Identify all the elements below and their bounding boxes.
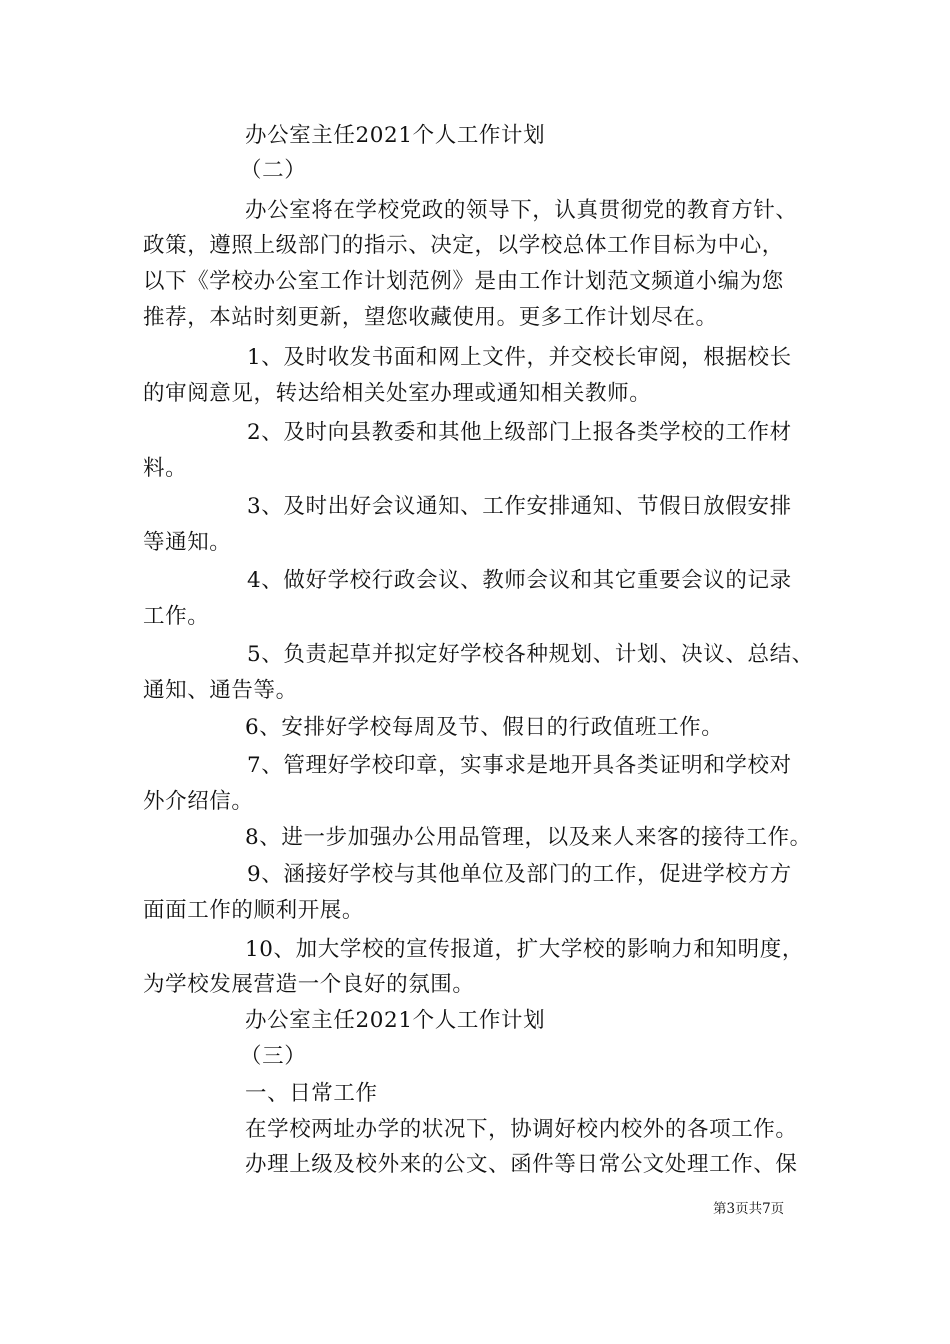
section-number: （二） [240, 158, 307, 183]
list-item-line: 8、进一步加强办公用品管理，以及来人来客的接待工作。 [245, 825, 812, 850]
list-item-line: 的审阅意见，转达给相关处室办理或通知相关教师。 [143, 381, 652, 406]
list-item-line: 工作。 [143, 604, 210, 629]
list-item-line: 料。 [143, 456, 188, 481]
list-item-line: 通知、通告等。 [143, 678, 298, 703]
list-item-line: 面面工作的顺利开展。 [143, 898, 365, 923]
list-item-line: 等通知。 [143, 530, 232, 555]
list-item-line: 5、负责起草并拟定好学校各种规划、计划、决议、总结、 [247, 642, 814, 667]
list-item-line: 3、及时出好会议通知、工作安排通知、节假日放假安排 [247, 494, 792, 519]
list-item-line: 4、做好学校行政会议、教师会议和其它重要会议的记录 [247, 568, 792, 593]
title-line: 办公室主任2021个人工作计划 [245, 1008, 546, 1033]
list-item-line: 2、及时向县教委和其他上级部门上报各类学校的工作材 [247, 420, 792, 445]
title-line: 办公室主任2021个人工作计划 [245, 123, 546, 148]
list-item-line: 7、管理好学校印章，实事求是地开具各类证明和学校对 [247, 753, 792, 778]
paragraph-line: 在学校两址办学的状况下，协调好校内校外的各项工作。 [245, 1117, 798, 1142]
list-item-line: 9、涵接好学校与其他单位及部门的工作，促进学校方方 [247, 862, 792, 887]
paragraph-line: 以下《学校办公室工作计划范例》是由工作计划范文频道小编为您 [143, 269, 784, 294]
list-item-line: 为学校发展营造一个良好的氛围。 [143, 972, 475, 997]
section-number: （三） [240, 1044, 307, 1069]
paragraph-line: 办公室将在学校党政的领导下，认真贯彻党的教育方针、 [245, 198, 798, 223]
paragraph-line: 办理上级及校外来的公文、函件等日常公文处理工作、保 [245, 1152, 798, 1177]
page-number: 第3页共7页 [713, 1201, 785, 1217]
list-item-line: 10、加大学校的宣传报道，扩大学校的影响力和知明度， [245, 937, 804, 962]
section-heading: 一、日常工作 [245, 1081, 378, 1106]
list-item-line: 1、及时收发书面和网上文件，并交校长审阅，根据校长 [247, 345, 792, 370]
paragraph-line: 推荐，本站时刻更新，望您收藏使用。更多工作计划尽在。 [143, 305, 718, 330]
list-item-line: 外介绍信。 [143, 789, 254, 814]
paragraph-line: 政策，遵照上级部门的指示、决定，以学校总体工作目标为中心， [143, 233, 784, 258]
list-item-line: 6、安排好学校每周及节、假日的行政值班工作。 [245, 715, 724, 740]
